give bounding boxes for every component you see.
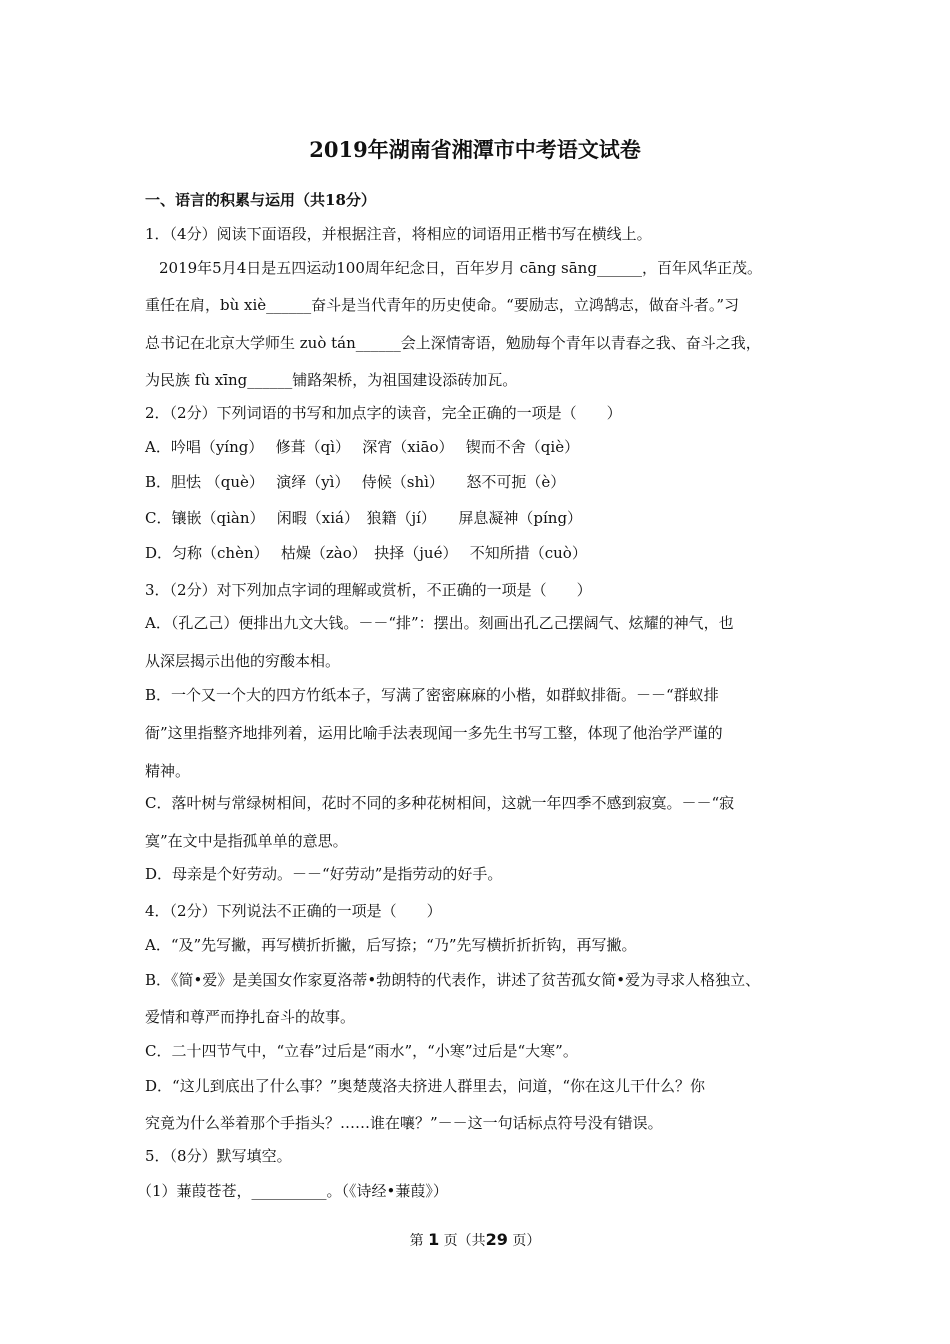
question-3-line: A．（孔乙己）便排出九文大钱。－－“排”：摆出。刻画出孔乙己摆阔气、炫耀的神气，也 (145, 614, 734, 632)
footer-suffix: 页） (512, 1233, 541, 1249)
question-2-stem: 2．（2分）下列词语的书写和加点字的读音，完全正确的一项是（ ） (145, 404, 622, 422)
question-5-stem: 5．（8分）默写填空。 (145, 1147, 292, 1165)
question-3-line: 衙”这里指整齐地排列着，运用比喻手法表现闻一多先生书写工整，体现了他治学严谨的 (145, 724, 723, 742)
question-4-stem: 4．（2分）下列说法不正确的一项是（ ） (145, 902, 442, 920)
question-2-option-b: B．胆怯 （què） 演绎（yì） 侍候（shì） 怒不可扼（è） (145, 473, 566, 491)
page-title: 2019年湖南省湘潭市中考语文试卷 (309, 137, 641, 162)
question-4-line: D．“这儿到底出了什么事？”奥楚蔑洛夫挤进人群里去，问道，“你在这儿干什么？你 (145, 1077, 706, 1095)
page-number: 1 (428, 1230, 440, 1249)
question-2-option-d: D．匀称（chèn） 枯燥（zào） 抉择（jué） 不知所措（cuò） (145, 544, 587, 562)
question-1-line: 为民族 fù xīng______铺路架桥，为祖国建设添砖加瓦。 (145, 371, 518, 389)
question-3-line: D．母亲是个好劳动。－－“好劳动”是指劳动的好手。 (145, 865, 503, 883)
question-4-line: 究竟为什么举着那个手指头？……谁在嚷？”－－这一句话标点符号没有错误。 (145, 1114, 663, 1132)
section-heading: 一、语言的积累与运用（共18分） (145, 191, 376, 209)
question-4-line: B．《简•爱》是美国女作家夏洛蒂•勃朗特的代表作，讲述了贫苦孤女简•爱为寻求人格独立、 (145, 971, 761, 989)
question-3-line: B．一个又一个大的四方竹纸本子，写满了密密麻麻的小楷，如群蚁排衙。－－“群蚁排 (145, 686, 719, 704)
total-pages: 29 (485, 1230, 508, 1249)
question-1-line: 总书记在北京大学师生 zuò tán______会上深情寄语，勉励每个青年以青春之我、奋斗之我， (145, 334, 761, 352)
footer-middle: 页（共 (443, 1233, 486, 1249)
question-1-stem: 1．（4分）阅读下面语段，并根据注音，将相应的词语用正楷书写在横线上。 (145, 225, 652, 243)
question-3-stem: 3．（2分）对下列加点字词的理解或赏析，不正确的一项是（ ） (145, 581, 592, 599)
question-4-line: A．“及”先写撇，再写横折折撇，后写捺；“乃”先写横折折折钩，再写撇。 (145, 936, 637, 954)
question-3-line: 寞”在文中是指孤单单的意思。 (145, 832, 348, 850)
question-2-option-c: C．镶嵌（qiàn） 闲暇（xiá） 狼籍（jí） 屏息凝神（píng） (145, 509, 583, 527)
question-5-item: （1）蒹葭苍苍，__________。（《诗经•蒹葭》） (137, 1182, 448, 1200)
question-1-line: 重任在肩，bù xiè______奋斗是当代青年的历史使命。“要励志，立鸿鹄志，做奋斗者。”习 (145, 296, 740, 314)
question-4-line: C．二十四节气中，“立春”过后是“雨水”，“小寒”过后是“大寒”。 (145, 1042, 578, 1060)
question-1-line: 2019年5月4日是五四运动100周年纪念日，百年岁月 cāng sāng______，百年风华正茂。 (159, 259, 762, 277)
question-3-line: 精神。 (145, 762, 191, 780)
question-3-line: 从深层揭示出他的穷酸本相。 (145, 652, 341, 670)
question-4-line: 爱情和尊严而挣扎奋斗的故事。 (145, 1008, 356, 1026)
footer-prefix: 第 (409, 1233, 424, 1249)
question-3-line: C．落叶树与常绿树相间，花时不同的多种花树相间，这就一年四季不感到寂寞。－－“寂 (145, 794, 735, 812)
question-2-option-a: A．吟唱（yíng） 修葺（qì） 深宵（xiāo） 锲而不舍（qiè） (145, 438, 580, 456)
page-footer (0, 1231, 950, 1250)
